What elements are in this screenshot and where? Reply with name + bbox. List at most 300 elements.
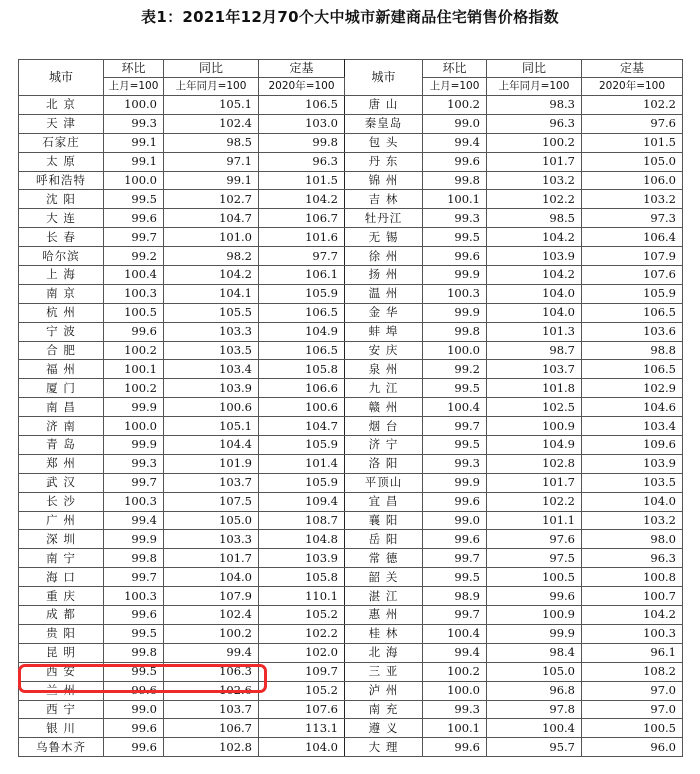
table-row	[19, 530, 683, 549]
left-mom-cell: 99.7	[104, 473, 164, 492]
left-yoy-cell: 101.9	[164, 454, 259, 473]
left-fixed-cell: 104.2	[259, 190, 345, 209]
table-row	[19, 190, 683, 209]
right-yoy-cell: 100.4	[487, 719, 582, 738]
left-fixed-cell: 109.7	[259, 662, 345, 681]
left-fixed-cell: 105.8	[259, 568, 345, 587]
left-fixed-cell: 108.7	[259, 511, 345, 530]
left-city-cell: 天 津	[19, 114, 104, 133]
right-yoy-cell: 96.3	[487, 114, 582, 133]
right-fixed-cell: 100.8	[582, 568, 683, 587]
left-fixed-cell: 104.7	[259, 417, 345, 436]
left-fixed-cell: 113.1	[259, 719, 345, 738]
right-mom-cell: 99.4	[423, 133, 487, 152]
right-yoy-cell: 102.2	[487, 190, 582, 209]
left-yoy-cell: 103.5	[164, 341, 259, 360]
header-yoy-left: 同比	[164, 60, 259, 78]
table-row	[19, 379, 683, 398]
left-fixed-cell: 103.0	[259, 114, 345, 133]
right-city-cell: 宜 昌	[345, 492, 423, 511]
left-yoy-cell: 105.1	[164, 96, 259, 115]
right-city-cell: 北 海	[345, 643, 423, 662]
left-yoy-cell: 104.1	[164, 284, 259, 303]
left-mom-cell: 99.6	[104, 719, 164, 738]
left-yoy-cell: 97.1	[164, 152, 259, 171]
right-fixed-cell: 104.0	[582, 492, 683, 511]
left-mom-cell: 99.6	[104, 738, 164, 757]
left-fixed-cell: 106.5	[259, 303, 345, 322]
left-mom-cell: 99.5	[104, 624, 164, 643]
left-yoy-cell: 100.2	[164, 624, 259, 643]
right-mom-cell: 99.5	[423, 228, 487, 247]
right-fixed-cell: 97.6	[582, 114, 683, 133]
right-mom-cell: 99.2	[423, 360, 487, 379]
left-mom-cell: 100.3	[104, 492, 164, 511]
left-fixed-cell: 105.9	[259, 473, 345, 492]
header-fixed-sub-left: 2020年=100	[259, 78, 345, 96]
right-fixed-cell: 97.0	[582, 700, 683, 719]
left-mom-cell: 100.0	[104, 96, 164, 115]
left-mom-cell: 100.3	[104, 284, 164, 303]
left-fixed-cell: 101.6	[259, 228, 345, 247]
left-fixed-cell: 101.5	[259, 171, 345, 190]
right-mom-cell: 100.4	[423, 624, 487, 643]
header-row-main	[19, 60, 683, 78]
right-city-cell: 无 锡	[345, 228, 423, 247]
left-city-cell: 哈尔滨	[19, 247, 104, 266]
left-fixed-cell: 106.7	[259, 209, 345, 228]
right-city-cell: 丹 东	[345, 152, 423, 171]
left-city-cell: 大 连	[19, 209, 104, 228]
left-yoy-cell: 102.4	[164, 606, 259, 625]
right-fixed-cell: 103.4	[582, 417, 683, 436]
header-city-left: 城市	[19, 60, 104, 96]
table-row	[19, 322, 683, 341]
header-mom-sub-right: 上月=100	[423, 78, 487, 96]
left-yoy-cell: 98.5	[164, 133, 259, 152]
right-yoy-cell: 102.8	[487, 454, 582, 473]
left-mom-cell: 99.1	[104, 152, 164, 171]
left-mom-cell: 100.3	[104, 587, 164, 606]
right-city-cell: 锦 州	[345, 171, 423, 190]
left-fixed-cell: 107.6	[259, 700, 345, 719]
left-mom-cell: 99.6	[104, 322, 164, 341]
right-fixed-cell: 107.6	[582, 266, 683, 285]
left-city-cell: 贵 阳	[19, 624, 104, 643]
left-city-cell: 太 原	[19, 152, 104, 171]
right-yoy-cell: 104.9	[487, 436, 582, 455]
right-city-cell: 温 州	[345, 284, 423, 303]
right-city-cell: 赣 州	[345, 398, 423, 417]
right-fixed-cell: 106.5	[582, 303, 683, 322]
right-yoy-cell: 98.7	[487, 341, 582, 360]
right-city-cell: 三 亚	[345, 662, 423, 681]
table-row	[19, 700, 683, 719]
right-yoy-cell: 103.9	[487, 247, 582, 266]
right-fixed-cell: 105.9	[582, 284, 683, 303]
left-city-cell: 石家庄	[19, 133, 104, 152]
left-city-cell: 长 春	[19, 228, 104, 247]
right-city-cell: 湛 江	[345, 587, 423, 606]
left-fixed-cell: 104.9	[259, 322, 345, 341]
header-city-right: 城市	[345, 60, 423, 96]
left-mom-cell: 99.5	[104, 662, 164, 681]
right-mom-cell: 99.6	[423, 492, 487, 511]
left-city-cell: 成 都	[19, 606, 104, 625]
right-mom-cell: 99.5	[423, 436, 487, 455]
left-fixed-cell: 100.6	[259, 398, 345, 417]
left-yoy-cell: 103.9	[164, 379, 259, 398]
right-fixed-cell: 102.2	[582, 96, 683, 115]
left-mom-cell: 99.6	[104, 209, 164, 228]
right-fixed-cell: 98.8	[582, 341, 683, 360]
right-mom-cell: 99.8	[423, 171, 487, 190]
right-fixed-cell: 106.0	[582, 171, 683, 190]
left-fixed-cell: 101.4	[259, 454, 345, 473]
table-row	[19, 247, 683, 266]
right-mom-cell: 99.6	[423, 247, 487, 266]
left-mom-cell: 99.5	[104, 190, 164, 209]
right-city-cell: 蚌 埠	[345, 322, 423, 341]
left-fixed-cell: 106.5	[259, 96, 345, 115]
price-index-table	[18, 59, 683, 757]
right-fixed-cell: 106.4	[582, 228, 683, 247]
left-yoy-cell: 103.4	[164, 360, 259, 379]
left-city-cell: 银 川	[19, 719, 104, 738]
left-mom-cell: 100.4	[104, 266, 164, 285]
right-city-cell: 唐 山	[345, 96, 423, 115]
left-yoy-cell: 101.7	[164, 549, 259, 568]
table-row	[19, 303, 683, 322]
right-city-cell: 徐 州	[345, 247, 423, 266]
right-mom-cell: 99.9	[423, 266, 487, 285]
right-city-cell: 烟 台	[345, 417, 423, 436]
left-city-cell: 合 肥	[19, 341, 104, 360]
header-fixed-right: 定基	[582, 60, 683, 78]
left-mom-cell: 100.0	[104, 417, 164, 436]
right-fixed-cell: 106.5	[582, 360, 683, 379]
table-row	[19, 587, 683, 606]
left-fixed-cell: 96.3	[259, 152, 345, 171]
right-yoy-cell: 101.8	[487, 379, 582, 398]
left-mom-cell: 99.9	[104, 398, 164, 417]
left-city-cell: 呼和浩特	[19, 171, 104, 190]
left-fixed-cell: 105.2	[259, 681, 345, 700]
right-mom-cell: 99.7	[423, 606, 487, 625]
right-yoy-cell: 104.2	[487, 266, 582, 285]
left-mom-cell: 99.1	[104, 133, 164, 152]
left-city-cell: 福 州	[19, 360, 104, 379]
right-mom-cell: 100.4	[423, 398, 487, 417]
right-city-cell: 韶 关	[345, 568, 423, 587]
right-fixed-cell: 103.5	[582, 473, 683, 492]
left-mom-cell: 99.3	[104, 114, 164, 133]
right-mom-cell: 99.3	[423, 209, 487, 228]
left-yoy-cell: 103.3	[164, 322, 259, 341]
right-city-cell: 常 德	[345, 549, 423, 568]
right-city-cell: 岳 阳	[345, 530, 423, 549]
right-yoy-cell: 101.7	[487, 152, 582, 171]
right-city-cell: 洛 阳	[345, 454, 423, 473]
left-fixed-cell: 105.8	[259, 360, 345, 379]
left-city-cell: 重 庆	[19, 587, 104, 606]
right-city-cell: 九 江	[345, 379, 423, 398]
right-fixed-cell: 103.2	[582, 190, 683, 209]
left-yoy-cell: 102.7	[164, 190, 259, 209]
left-yoy-cell: 100.6	[164, 398, 259, 417]
right-fixed-cell: 97.3	[582, 209, 683, 228]
table-row	[19, 114, 683, 133]
table-row	[19, 454, 683, 473]
right-mom-cell: 99.5	[423, 379, 487, 398]
right-mom-cell: 99.8	[423, 322, 487, 341]
left-city-cell: 兰 州	[19, 681, 104, 700]
right-mom-cell: 100.1	[423, 719, 487, 738]
right-fixed-cell: 101.5	[582, 133, 683, 152]
right-fixed-cell: 107.9	[582, 247, 683, 266]
left-mom-cell: 99.7	[104, 228, 164, 247]
left-fixed-cell: 97.7	[259, 247, 345, 266]
left-mom-cell: 99.8	[104, 549, 164, 568]
left-yoy-cell: 107.5	[164, 492, 259, 511]
header-mom-right: 环比	[423, 60, 487, 78]
table-row	[19, 643, 683, 662]
right-yoy-cell: 95.7	[487, 738, 582, 757]
left-mom-cell: 99.8	[104, 643, 164, 662]
right-fixed-cell: 96.3	[582, 549, 683, 568]
right-city-cell: 泸 州	[345, 681, 423, 700]
right-yoy-cell: 100.5	[487, 568, 582, 587]
right-yoy-cell: 98.3	[487, 96, 582, 115]
right-mom-cell: 99.3	[423, 454, 487, 473]
left-yoy-cell: 103.7	[164, 700, 259, 719]
header-fixed-sub-right: 2020年=100	[582, 78, 683, 96]
left-yoy-cell: 106.7	[164, 719, 259, 738]
right-yoy-cell: 101.3	[487, 322, 582, 341]
right-mom-cell: 99.0	[423, 114, 487, 133]
table-row	[19, 360, 683, 379]
right-yoy-cell: 99.6	[487, 587, 582, 606]
left-yoy-cell: 102.4	[164, 114, 259, 133]
right-mom-cell: 99.6	[423, 738, 487, 757]
left-city-cell: 杭 州	[19, 303, 104, 322]
right-fixed-cell: 105.0	[582, 152, 683, 171]
table-row	[19, 417, 683, 436]
left-city-cell: 青 岛	[19, 436, 104, 455]
left-yoy-cell: 101.0	[164, 228, 259, 247]
left-city-cell: 广 州	[19, 511, 104, 530]
right-yoy-cell: 98.5	[487, 209, 582, 228]
table-row	[19, 398, 683, 417]
left-city-cell: 上 海	[19, 266, 104, 285]
right-mom-cell: 100.1	[423, 190, 487, 209]
table-row	[19, 96, 683, 115]
right-yoy-cell: 98.4	[487, 643, 582, 662]
right-fixed-cell: 103.6	[582, 322, 683, 341]
left-city-cell: 南 京	[19, 284, 104, 303]
left-yoy-cell: 104.4	[164, 436, 259, 455]
left-fixed-cell: 106.5	[259, 341, 345, 360]
right-fixed-cell: 97.0	[582, 681, 683, 700]
left-yoy-cell: 105.5	[164, 303, 259, 322]
right-yoy-cell: 102.2	[487, 492, 582, 511]
left-city-cell: 厦 门	[19, 379, 104, 398]
left-mom-cell: 99.4	[104, 511, 164, 530]
table-row	[19, 152, 683, 171]
right-city-cell: 遵 义	[345, 719, 423, 738]
table-row	[19, 171, 683, 190]
right-fixed-cell: 103.9	[582, 454, 683, 473]
left-yoy-cell: 99.4	[164, 643, 259, 662]
left-mom-cell: 99.9	[104, 530, 164, 549]
table-row	[19, 568, 683, 587]
right-fixed-cell: 98.0	[582, 530, 683, 549]
right-yoy-cell: 104.2	[487, 228, 582, 247]
right-mom-cell: 100.0	[423, 341, 487, 360]
right-yoy-cell: 100.9	[487, 606, 582, 625]
right-yoy-cell: 103.7	[487, 360, 582, 379]
right-fixed-cell: 103.2	[582, 511, 683, 530]
left-mom-cell: 100.2	[104, 341, 164, 360]
right-city-cell: 秦皇岛	[345, 114, 423, 133]
right-mom-cell: 99.3	[423, 700, 487, 719]
left-yoy-cell: 104.2	[164, 266, 259, 285]
left-yoy-cell: 104.7	[164, 209, 259, 228]
right-mom-cell: 99.6	[423, 152, 487, 171]
right-mom-cell: 99.4	[423, 643, 487, 662]
right-fixed-cell: 108.2	[582, 662, 683, 681]
left-mom-cell: 99.6	[104, 606, 164, 625]
left-yoy-cell: 98.2	[164, 247, 259, 266]
right-fixed-cell: 100.7	[582, 587, 683, 606]
right-city-cell: 平顶山	[345, 473, 423, 492]
left-city-cell: 海 口	[19, 568, 104, 587]
table-row	[19, 624, 683, 643]
left-fixed-cell: 99.8	[259, 133, 345, 152]
left-mom-cell: 100.5	[104, 303, 164, 322]
right-yoy-cell: 96.8	[487, 681, 582, 700]
table-row	[19, 266, 683, 285]
right-mom-cell: 100.3	[423, 284, 487, 303]
table-row	[19, 511, 683, 530]
left-city-cell: 深 圳	[19, 530, 104, 549]
right-mom-cell: 100.2	[423, 662, 487, 681]
header-mom-sub-left: 上月=100	[104, 78, 164, 96]
header-fixed-left: 定基	[259, 60, 345, 78]
right-yoy-cell: 97.8	[487, 700, 582, 719]
right-city-cell: 牡丹江	[345, 209, 423, 228]
table-row	[19, 228, 683, 247]
highlight-box	[18, 664, 267, 693]
right-fixed-cell: 96.0	[582, 738, 683, 757]
table-title: 表1：2021年12月70个大中城市新建商品住宅销售价格指数	[141, 8, 559, 26]
left-fixed-cell: 109.4	[259, 492, 345, 511]
left-mom-cell: 99.9	[104, 436, 164, 455]
table-row	[19, 341, 683, 360]
table-row	[19, 436, 683, 455]
right-mom-cell: 99.7	[423, 549, 487, 568]
right-city-cell: 大 理	[345, 738, 423, 757]
right-city-cell: 惠 州	[345, 606, 423, 625]
left-fixed-cell: 105.9	[259, 436, 345, 455]
right-mom-cell: 99.5	[423, 568, 487, 587]
right-city-cell: 包 头	[345, 133, 423, 152]
left-fixed-cell: 105.9	[259, 284, 345, 303]
left-mom-cell: 99.7	[104, 568, 164, 587]
left-city-cell: 北 京	[19, 96, 104, 115]
right-city-cell: 金 华	[345, 303, 423, 322]
left-city-cell: 济 南	[19, 417, 104, 436]
right-yoy-cell: 99.9	[487, 624, 582, 643]
right-city-cell: 吉 林	[345, 190, 423, 209]
right-mom-cell: 98.9	[423, 587, 487, 606]
header-yoy-sub-right: 上年同月=100	[487, 78, 582, 96]
left-fixed-cell: 102.0	[259, 643, 345, 662]
left-city-cell: 武 汉	[19, 473, 104, 492]
table-row	[19, 492, 683, 511]
left-fixed-cell: 106.1	[259, 266, 345, 285]
table-row	[19, 549, 683, 568]
left-city-cell: 西 安	[19, 662, 104, 681]
right-mom-cell: 99.9	[423, 303, 487, 322]
table-row	[19, 738, 683, 757]
right-yoy-cell: 101.1	[487, 511, 582, 530]
table-row	[19, 133, 683, 152]
right-city-cell: 泉 州	[345, 360, 423, 379]
right-city-cell: 襄 阳	[345, 511, 423, 530]
right-yoy-cell: 100.2	[487, 133, 582, 152]
right-mom-cell: 99.7	[423, 417, 487, 436]
left-yoy-cell: 106.3	[164, 662, 259, 681]
left-mom-cell: 99.0	[104, 700, 164, 719]
left-fixed-cell: 102.2	[259, 624, 345, 643]
left-yoy-cell: 107.9	[164, 587, 259, 606]
table-row	[19, 284, 683, 303]
right-mom-cell: 99.6	[423, 530, 487, 549]
left-city-cell: 昆 明	[19, 643, 104, 662]
right-city-cell: 扬 州	[345, 266, 423, 285]
right-yoy-cell: 104.0	[487, 303, 582, 322]
right-city-cell: 南 充	[345, 700, 423, 719]
header-yoy-sub-left: 上年同月=100	[164, 78, 259, 96]
right-yoy-cell: 97.6	[487, 530, 582, 549]
right-yoy-cell: 97.5	[487, 549, 582, 568]
left-mom-cell: 100.0	[104, 171, 164, 190]
left-fixed-cell: 103.9	[259, 549, 345, 568]
left-city-cell: 郑 州	[19, 454, 104, 473]
left-city-cell: 西 宁	[19, 700, 104, 719]
header-yoy-right: 同比	[487, 60, 582, 78]
left-city-cell: 长 沙	[19, 492, 104, 511]
header-mom-left: 环比	[104, 60, 164, 78]
left-mom-cell: 99.3	[104, 454, 164, 473]
right-yoy-cell: 105.0	[487, 662, 582, 681]
left-yoy-cell: 102.6	[164, 681, 259, 700]
left-yoy-cell: 105.1	[164, 417, 259, 436]
right-yoy-cell: 101.7	[487, 473, 582, 492]
right-fixed-cell: 96.1	[582, 643, 683, 662]
left-fixed-cell: 106.6	[259, 379, 345, 398]
right-yoy-cell: 100.9	[487, 417, 582, 436]
right-mom-cell: 100.2	[423, 96, 487, 115]
left-mom-cell: 100.2	[104, 379, 164, 398]
left-yoy-cell: 99.1	[164, 171, 259, 190]
right-fixed-cell: 104.2	[582, 606, 683, 625]
left-yoy-cell: 103.7	[164, 473, 259, 492]
right-fixed-cell: 104.6	[582, 398, 683, 417]
left-city-cell: 乌鲁木齐	[19, 738, 104, 757]
right-city-cell: 桂 林	[345, 624, 423, 643]
